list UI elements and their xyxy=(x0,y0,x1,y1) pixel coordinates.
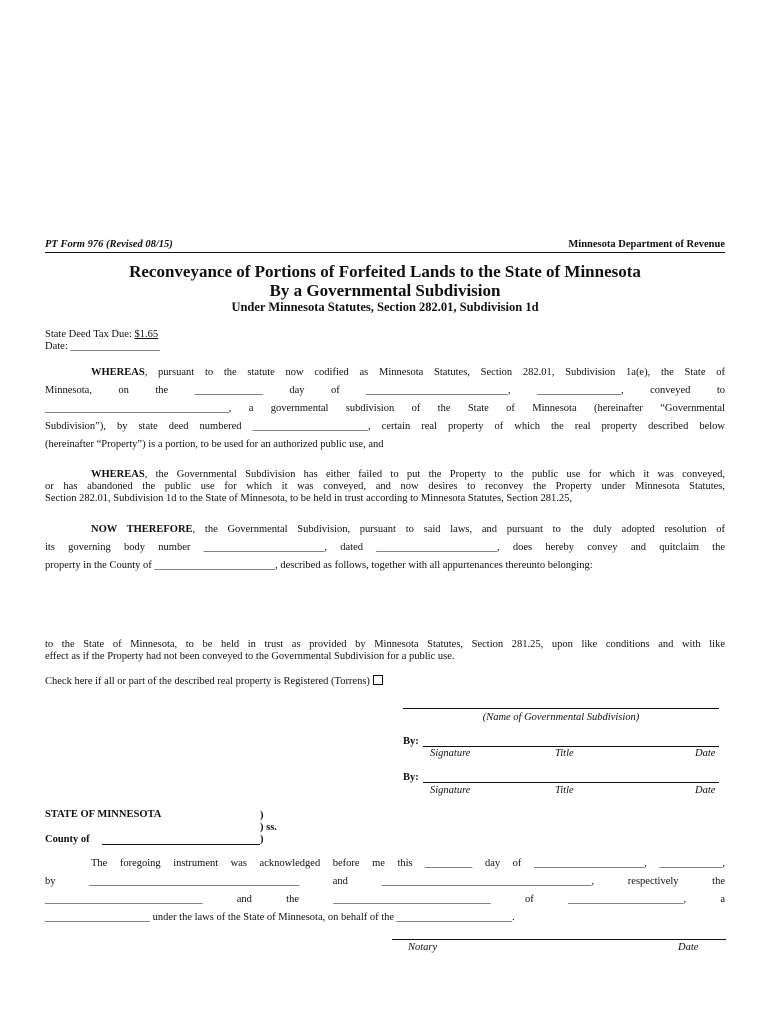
signature-caption-1: Signature xyxy=(430,748,471,759)
venue-paren-2: ) xyxy=(260,834,264,845)
date-caption-2: Date xyxy=(695,785,716,796)
now-therefore-line1 xyxy=(91,524,725,535)
torrens-label: Check here if all or part of the described real property is Registered (Torrens) xyxy=(45,676,370,687)
acknowledgment-line1[interactable]: The foregoing instrument was acknowledged before me this _________ day of _____________________, ____________, xyxy=(91,858,725,869)
state-deed-tax xyxy=(45,329,725,340)
whereas1-line3[interactable]: ___________________________________, a governmental subdivision of the State of Minnesota (hereinafter “Governmental xyxy=(45,403,725,414)
signature-line-1[interactable] xyxy=(423,746,719,747)
whereas1-line2[interactable]: Minnesota, on the _____________ day of ___________________________, ________________, conveyed to xyxy=(45,385,725,396)
county-line[interactable] xyxy=(102,844,260,845)
by-label-1: By: xyxy=(403,736,419,747)
header-divider xyxy=(45,252,725,253)
whereas1-line4[interactable]: Subdivision”), by state deed numbered ______________________, certain real property of which the real property described below xyxy=(45,421,725,432)
whereas2-line2: or has abandoned the public use for which it was conveyed, and now desires to reconvey the Property under Minnesota Statutes, xyxy=(45,481,725,492)
state-deed-tax-label: State Deed Tax Due: xyxy=(45,329,135,340)
state-deed-tax-amount: $1.65 xyxy=(134,329,159,340)
county-label: County of xyxy=(45,834,90,845)
date-field[interactable]: Date: _________________ xyxy=(45,341,160,352)
trust-line2: effect as if the Property had not been conveyed to the Governmental Subdivision for a public use. xyxy=(45,651,455,662)
notary-date-caption: Date xyxy=(678,942,699,953)
whereas1-line1-text: , pursuant to the statute now codified as Minnesota Statutes, Section 282.01, Subdivision 1a(e), the State of xyxy=(144,367,725,378)
notary-caption: Notary xyxy=(408,942,438,953)
now-therefore-line3[interactable]: property in the County of _______________________, described as follows, together with all appurtenances thereunto belonging: xyxy=(45,560,593,571)
document-title: Reconveyance of Portions of Forfeited Lands to the State of Minnesota xyxy=(129,262,641,281)
signature-caption-2: Signature xyxy=(430,785,471,796)
whereas1-line5: (hereinafter “Property”) is a portion, to be used for an authorized public use, and xyxy=(45,439,384,450)
document-title-line2: By a Governmental Subdivision xyxy=(269,281,501,300)
document-subtitle: Under Minnesota Statutes, Section 282.01, Subdivision 1d xyxy=(231,300,539,314)
acknowledgment-line2[interactable]: by ________________________________________ and ________________________________________, respectively the xyxy=(45,876,725,887)
whereas1-keyword: WHEREAS xyxy=(91,367,145,378)
title-caption-1: Title xyxy=(555,748,574,759)
state-label: STATE OF MINNESOTA xyxy=(45,809,162,820)
now-therefore-keyword: NOW THEREFORE xyxy=(91,524,193,535)
whereas2-line1 xyxy=(91,469,725,480)
torrens-row xyxy=(45,675,725,687)
now-therefore-line2[interactable]: its governing body number _______________________, dated _______________________, does hereby convey and quitclaim the xyxy=(45,542,725,553)
by-label-2: By: xyxy=(403,772,419,783)
notary-signature-line[interactable] xyxy=(392,939,726,940)
now-therefore-line1-text: , the Governmental Subdivision, pursuant to said laws, and pursuant to the duly adopted resolution of xyxy=(192,524,725,535)
subdivision-name-line[interactable] xyxy=(403,708,719,709)
venue-paren-1: ) xyxy=(260,810,264,821)
acknowledgment-line3[interactable]: ______________________________ and the ______________________________ of ______________________, a xyxy=(45,894,725,905)
whereas2-line3: Section 282.01, Subdivision 1d to the State of Minnesota, to be held in trust according to Minnesota Statutes, Section 281.25, xyxy=(45,493,572,504)
whereas1-line1 xyxy=(91,367,725,378)
agency-name: Minnesota Department of Revenue xyxy=(568,239,725,250)
subdivision-name-caption: (Name of Governmental Subdivision) xyxy=(482,712,640,723)
torrens-checkbox[interactable] xyxy=(373,675,383,685)
signature-line-2[interactable] xyxy=(423,782,719,783)
venue-ss: ) ss. xyxy=(260,822,277,833)
acknowledgment-line4[interactable]: ____________________ under the laws of the State of Minnesota, on behalf of the ______________________. xyxy=(45,912,515,923)
whereas2-keyword: WHEREAS xyxy=(91,469,145,480)
form-id: PT Form 976 (Revised 08/15) xyxy=(45,239,173,250)
title-caption-2: Title xyxy=(555,785,574,796)
whereas2-line1-text: , the Governmental Subdivision has either failed to put the Property to the public use for which it was conveyed, xyxy=(144,469,725,480)
trust-line1: to the State of Minnesota, to be held in trust as provided by Minnesota Statutes, Section 281.25, upon like conditions and with like xyxy=(45,639,725,650)
date-caption-1: Date xyxy=(695,748,716,759)
